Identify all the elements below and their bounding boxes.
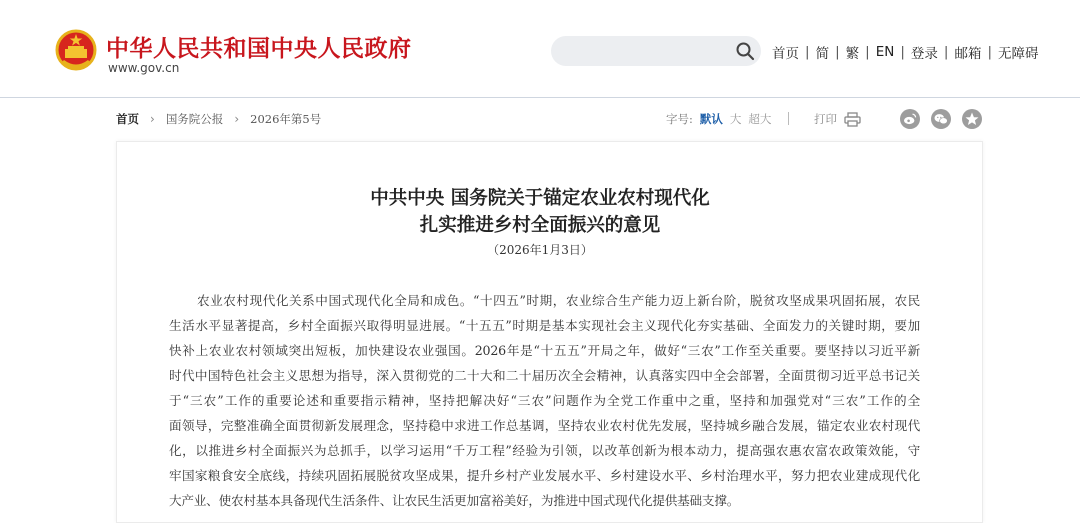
font-size-xlarge[interactable]: 超大 <box>748 112 772 126</box>
nav-separator: | <box>943 44 949 60</box>
search-input[interactable] <box>565 36 729 68</box>
font-size-large[interactable]: 大 <box>729 112 742 126</box>
breadcrumb <box>116 111 321 127</box>
toolbar-divider <box>788 112 789 125</box>
printer-icon <box>844 112 861 127</box>
article-title-line-1: 中共中央 国务院关于锚定农业农村现代化 <box>370 188 710 209</box>
print-button[interactable] <box>814 110 861 128</box>
search-box <box>551 36 761 66</box>
nav-traditional[interactable]: 繁 <box>845 46 860 62</box>
nav-accessibility[interactable]: 无障碍 <box>998 46 1039 62</box>
article-body-line: 于“三农”工作的重要论述和重要指示精神，坚持把解决好“三农”问题作为全党工作重中之重，坚持和加强党对“三农”工作的全 <box>169 393 920 408</box>
nav-separator: | <box>987 44 993 60</box>
nav-separator: | <box>835 44 840 60</box>
nav-simplified[interactable]: 简 <box>815 46 830 62</box>
wechat-icon <box>931 109 951 129</box>
nav-mailbox[interactable]: 邮箱 <box>954 46 982 62</box>
nav-english[interactable]: EN <box>875 44 895 60</box>
site-url: www.gov.cn <box>108 61 180 75</box>
nav-home[interactable]: 首页 <box>772 46 799 62</box>
article-body-line: 生活水平显著提高，乡村全面振兴取得明显进展。“十五五”时期是基本实现社会主义现代化夯实基础、全面发力的关键时期，要加 <box>169 318 920 333</box>
font-size-label: 字号: <box>666 112 693 126</box>
chevron-right-icon: › <box>150 112 155 126</box>
font-size-switcher <box>666 111 771 127</box>
article-body-line: 大产业、使农村基本具备现代生活条件、让农民生活更加富裕美好，为推进中国式现代化提供基础支撑。 <box>169 493 740 508</box>
nav-separator: | <box>865 44 870 60</box>
nav-separator: | <box>900 44 905 60</box>
article-body-line: 时代中国特色社会主义思想为指导，深入贯彻党的二十大和二十届历次全会精神，认真落实四中全会部署，全面贯彻习近平总书记关 <box>169 368 920 383</box>
breadcrumb-issue[interactable]: 2026年第5号 <box>250 112 322 126</box>
site-name[interactable]: 中华人民共和国中央人民政府 <box>106 36 412 62</box>
qzone-share-button[interactable] <box>962 109 982 129</box>
article-body-line: 农业农村现代化关系中国式现代化全局和成色。“十四五”时期，农业综合生产能力迈上新台阶，脱贫攻坚成果巩固拓展，农民 <box>197 293 920 308</box>
national-emblem-icon[interactable] <box>55 29 97 75</box>
article-body-line: 牢国家粮食安全底线，持续巩固拓展脱贫攻坚成果，提升乡村产业发展水平、乡村建设水平、乡村治理水平，努力把农业建成现代化 <box>169 468 920 483</box>
weibo-icon <box>900 109 920 129</box>
article-title-line-2: 扎实推进乡村全面振兴的意见 <box>419 215 661 236</box>
top-nav <box>772 42 1039 62</box>
breadcrumb-gazette[interactable]: 国务院公报 <box>165 112 224 126</box>
breadcrumb-home[interactable]: 首页 <box>116 112 139 126</box>
chevron-right-icon: › <box>234 112 240 126</box>
qzone-icon <box>962 109 982 129</box>
header-divider <box>0 97 1080 98</box>
article-body-line: 化，以推进乡村全面振兴为总抓手，以学习运用“千万工程”经验为引领，以改革创新为根本动力，提高强农惠农富农政策效能，守 <box>169 443 920 458</box>
article-body-line: 面领导，完整准确全面贯彻新发展理念，坚持稳中求进工作总基调，坚持农业农村优先发展，坚持城乡融合发展，锚定农业农村现代 <box>169 418 920 433</box>
article-date: （2026年1月3日） <box>487 243 593 257</box>
wechat-share-button[interactable] <box>931 109 951 129</box>
search-icon[interactable] <box>735 41 755 61</box>
article-body-line: 快补上农业农村领域突出短板，加快建设农业强国。2026年是“十五五”开局之年，做好“三农”工作至关重要。要坚持以习近平新 <box>169 343 920 358</box>
site-header <box>0 0 1080 97</box>
weibo-share-button[interactable] <box>900 109 920 129</box>
print-label: 打印 <box>814 112 837 126</box>
nav-separator: | <box>805 44 810 60</box>
font-size-default[interactable]: 默认 <box>699 112 723 126</box>
nav-login[interactable]: 登录 <box>910 46 938 62</box>
